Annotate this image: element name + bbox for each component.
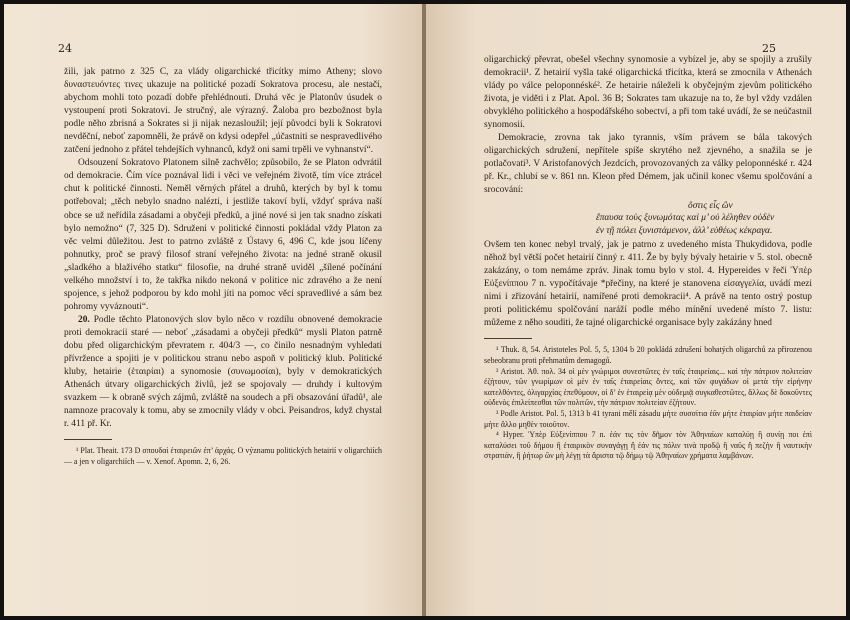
greek-verse-quote	[596, 200, 812, 238]
paragraph-text: žili, jak patrno z 325 C, za vlády oligarchické třicítky mimo Atheny; slovo δυναστευόντες τινες ukazuje na politické pozadí Sokratova procesu, ale nestačí, abychom mohli toto pozadí dobře přehlédnouti. Druhá věc je Platonův úsudek o vystoupení proti Sokratovi. Je stručný, ale výrazný. Žaloba pro bezbožnost byla podle něho zbrisná a Sokrates si ji nijak nezasloužil; její původci byli k Sokratovi nevděční, neboť zapomněli, že právě on kdysi odepřel „účastniti se nespravedlivého zatčení jednoho z přátel tehdejších vyhnanců, když oni sami trpěli ve vyhnanství“.	[64, 67, 382, 156]
book-spread	[4, 4, 846, 616]
left-paragraph	[64, 314, 382, 431]
verse-line: ἐν τῇ πόλει ξυνιστάμενον, ἀλλ’ εὐθέως κέκραγα.	[596, 225, 773, 236]
right-paragraph	[484, 239, 812, 330]
left-paragraph	[64, 157, 382, 314]
left-footnotes	[64, 446, 382, 467]
page-number-right: 25	[762, 42, 776, 55]
footnote-rule	[64, 439, 112, 440]
footnote-rule	[484, 338, 532, 339]
verse-line: ἔπαυσα τοὺς ξυνωμότας καὶ μ’ οὐ λέληθεν οὐδὲν	[596, 213, 775, 224]
left-paragraphs	[64, 66, 382, 431]
right-paragraphs-top	[484, 54, 812, 198]
right-paragraph	[484, 54, 812, 132]
right-page-body	[484, 54, 812, 462]
paragraph-text: oligarchický převrat, obešel všechny synomosie a vybízel je, aby se spojily a zrušily demokracii¹. Z hetairií vyšla také oligarchická třicítka, která se zmocnila v Athenách vlády po válce peloponnéské². Ze hetairie náleželi k obyčejným zjevům politického života, je viděti i z Plat. Apol. 36 B; Sokrates tam ukazuje na to, že byl vždy vzdálen obvyklého politického a hospodářského sobectví, a při tom také uvádí, že se neúčastnil synomosií.	[484, 55, 812, 131]
footnote: ¹ Thuk. 8, 54. Aristoteles Pol. 5, 5, 1304 b 20 pokládá zdrušení bohatých oligarchů za přirozenou sebeobranu proti přehmatům demagogů.	[484, 345, 812, 365]
footnote: ² Aristot. Ἀθ. πολ. 34 οἱ μὲν γνώριμοι συνεστῶτες ἐν ταῖς ἑταιρείαις... καὶ τὴν πάτριον πολιτείαν ἐζήτουν, τῶν γνωρίμων οἱ μὲν ἐν ταῖς ἑταιρείαις ὄντες, καὶ τῶν φυγάδων οἱ μετὰ τὴν εἰρήνην κατελθόντες, ὀλιγαρχίας ἐπεθύμουν, οἱ δ’ ἐν ἑταιρείᾳ μὲν οὐδεμιᾷ συγκαθεστῶτες, ἄλλως δὲ δοκοῦντες οὐδενὸς ἐπιλείπεσθαι τῶν πολιτῶν, τὴν πάτριον πολιτείαν ἐζήτουν.	[484, 366, 812, 408]
right-paragraphs-bottom	[484, 239, 812, 330]
footnote: ³ Podle Aristot. Pol. 5, 1313 b 41 tyrani mělí zásadu μήτε συσσίτια ἐᾶν μήτε ἑταιρίαν μήτε παιδείαν μήτε ἄλλο μηθὲν τοιοῦτον.	[484, 408, 812, 429]
right-page	[426, 4, 846, 616]
left-page	[4, 4, 424, 616]
right-paragraph	[484, 132, 812, 197]
verse-line: ὅστις εἷς ὢν	[688, 200, 733, 211]
paragraph-text: Podle těchto Platonových slov bylo něco v rozdílu obnovené demokracie proti demokracii staré — neboť „zásadami a obyčeji předků“ mysli Platon patrně dobu před oligarchickým převratem r. 404/3 —, co činilo nesnadným vyhledati přívržence a spojiti je v politickou stranu nebo aspoň v politický klub. Politické kluby, hetairie (ἑταιρίαι) a synomosie (συνωμοσίαι), byly v demokratických Athenách útvary oligarchických živlů, jež se spojovaly — druhdy i kultovým svazkem — k obraně svých zájmů, zvláště na soudech a při obsazování úřadů¹, ale namnoze pracovaly k tomu, aby se zmocnily vlády v obci. Peisandros, když chystal r. 411 př. Kr.	[64, 314, 382, 430]
page-number-left: 24	[58, 42, 72, 55]
right-footnotes	[484, 345, 812, 462]
paragraph-text: Ovšem ten konec nebyl trvalý, jak je patrno z uvedeného místa Thukydidova, podle něhož byl větší počet hetairií činný r. 411. Že by byly bývaly hetairie v 5. stol. obecně zakázány, o tom nemáme zpráv. Jinak tomu bylo v stol. 4. Hypereides v řeči Ὑπὲρ Εὐξενίππου 7 n. vypočítávaje *přečiny, na které je stanovena εἰσαγγελία, uvádí mezi nimi i zřizování hetairií, namířené proti demokracii⁴. A právě na tento ostrý postup proti politickému spolčování naráží podle mého mínění uvedené místo 7. listu: můžeme z něho souditi, že tajné oligarchické organisace byly zakázány hned	[484, 240, 812, 329]
left-page-body	[64, 66, 382, 468]
footnote: ¹ Plat. Theait. 173 D σπουδαὶ ἑταιρειῶν ἐπ’ ἀρχάς. O významu politických hetairií v oligarchiích — a jen v oligarchiích — v. Xenof. Apomn. 2, 6, 26.	[64, 446, 382, 466]
section-number: 20.	[78, 314, 90, 325]
left-paragraph	[64, 66, 382, 157]
footnote: ⁴ Hyper. Ὑπὲρ Εὐξενίππου 7 n. ἐάν τις τὸν δῆμον τὸν Ἀθηναίων καταλύῃ ἢ συνίῃ ποι ἐπὶ καταλύσει τοῦ δήμου ἢ ἑταιρικὸν συναγάγῃ ἢ ἐάν τις πόλιν τινὰ προδῷ ἢ ναῦς ἢ πεζὴν ἢ ναυτικὴν στρατιάν, ἢ ῥήτωρ ὢν μὴ λέγῃ τὰ ἄριστα τῷ δήμῳ τῷ Ἀθηναίων χρήματα λαμβάνων.	[484, 430, 812, 461]
paragraph-text: Odsouzení Sokratovo Platonem silně zachvělo; způsobilo, že se Platon odvrátil od demokracie. Čím více poznával lidi i věci ve veřejném životě, tím více ztrácel chut k politické činnosti. Neměl věrných přátel a druhů, kterých by byl k tomu potřeboval; „těch nebylo snadno nalézti, i jestliže takoví byli, vždyť správa naší obce se už neřídila zásadami a obyčeji předků, a jiné nové si jen tak snadno získati bylo nemožno“ (7, 325 D). Sdruženi v politické činnosti pokládal vždy Platon za věc velmi důležitou. Jest to patrno zvláště z Ústavy 6, 496 C, kde jsou líčeny pohnutky, proč se pravý filosof straní veřejného života: na jedné straně okusil „sladkého a blaživého statku“ filosofie, na druhé straně uviděl „šílené počínání velkého množství i to, že takřka nikdo nekoná v politice nic zdravého a že není spojence, s jehož podporou by kdo mohl jíti na pomoc věci spravedlivé a sám bez pohromy vyváznouti“.	[64, 158, 382, 312]
paragraph-text: Demokracie, zrovna tak jako tyrannis, vším právem se bála takových oligarchických sdružení, nepřítele spíše skrytého než zjevného, a snažila se je potlačovati³. V Aristofanových Jezdcích, provozovaných za války peloponnéské r. 424 př. Kr., chlubí se v. 861 nn. Kleon před Démem, jak učinil konec všemu spolčování a srocování:	[484, 133, 812, 196]
